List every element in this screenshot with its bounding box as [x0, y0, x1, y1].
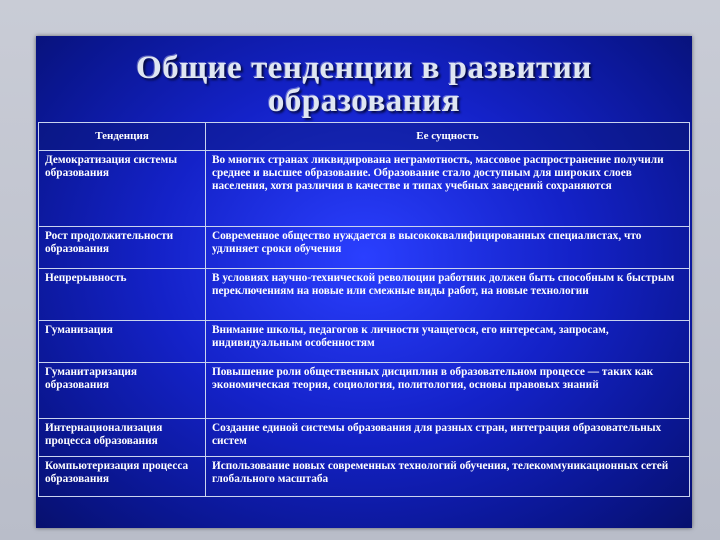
essence-cell: Во многих странах ликвидирована неграмотность, массовое распространение получили среднее и высшее образование. Образование стало доступным для широких слоев населения, хотя различия в качестве и типах учебных заведений сохраняются [206, 151, 690, 227]
trend-cell: Гуманитаризация образования [39, 363, 206, 419]
table-row [39, 457, 690, 497]
trend-cell: Рост продолжительности образования [39, 227, 206, 269]
trend-cell: Интернационализация процесса образования [39, 419, 206, 457]
trend-cell: Непрерывность [39, 269, 206, 321]
table-row [39, 321, 690, 363]
header-essence: Ее сущность [206, 123, 690, 151]
table-row [39, 151, 690, 227]
trends-table [38, 122, 690, 497]
trend-cell: Демократизация системы образования [39, 151, 206, 227]
trend-cell: Компьютеризация процесса образования [39, 457, 206, 497]
essence-cell: Использование новых современных технологий обучения, телекоммуникационных сетей глобального масштаба [206, 457, 690, 497]
slide-title [36, 52, 692, 118]
essence-cell: Создание единой системы образования для разных стран, интеграция образовательных систем [206, 419, 690, 457]
title-line-1: Общие тенденции в развитии [136, 50, 592, 86]
essence-cell: Современное общество нуждается в высококвалифицированных специалистах, что удлиняет сроки обучения [206, 227, 690, 269]
table-row [39, 269, 690, 321]
table-row [39, 419, 690, 457]
essence-cell: В условиях научно-технической революции работник должен быть способным к быстрым переключениям на новые или смежные виды работ, на новые технологии [206, 269, 690, 321]
title-line-2: образования [267, 83, 461, 119]
essence-cell: Повышение роли общественных дисциплин в образовательном процессе — таких как экономическая теория, социология, политология, основы правовых знаний [206, 363, 690, 419]
table-header-row [39, 123, 690, 151]
trend-cell: Гуманизация [39, 321, 206, 363]
table-row [39, 227, 690, 269]
essence-cell: Внимание школы, педагогов к личности учащегося, его интересам, запросам, индивидуальным особенностям [206, 321, 690, 363]
slide [36, 36, 692, 528]
table-row [39, 363, 690, 419]
header-trend: Тенденция [39, 123, 206, 151]
